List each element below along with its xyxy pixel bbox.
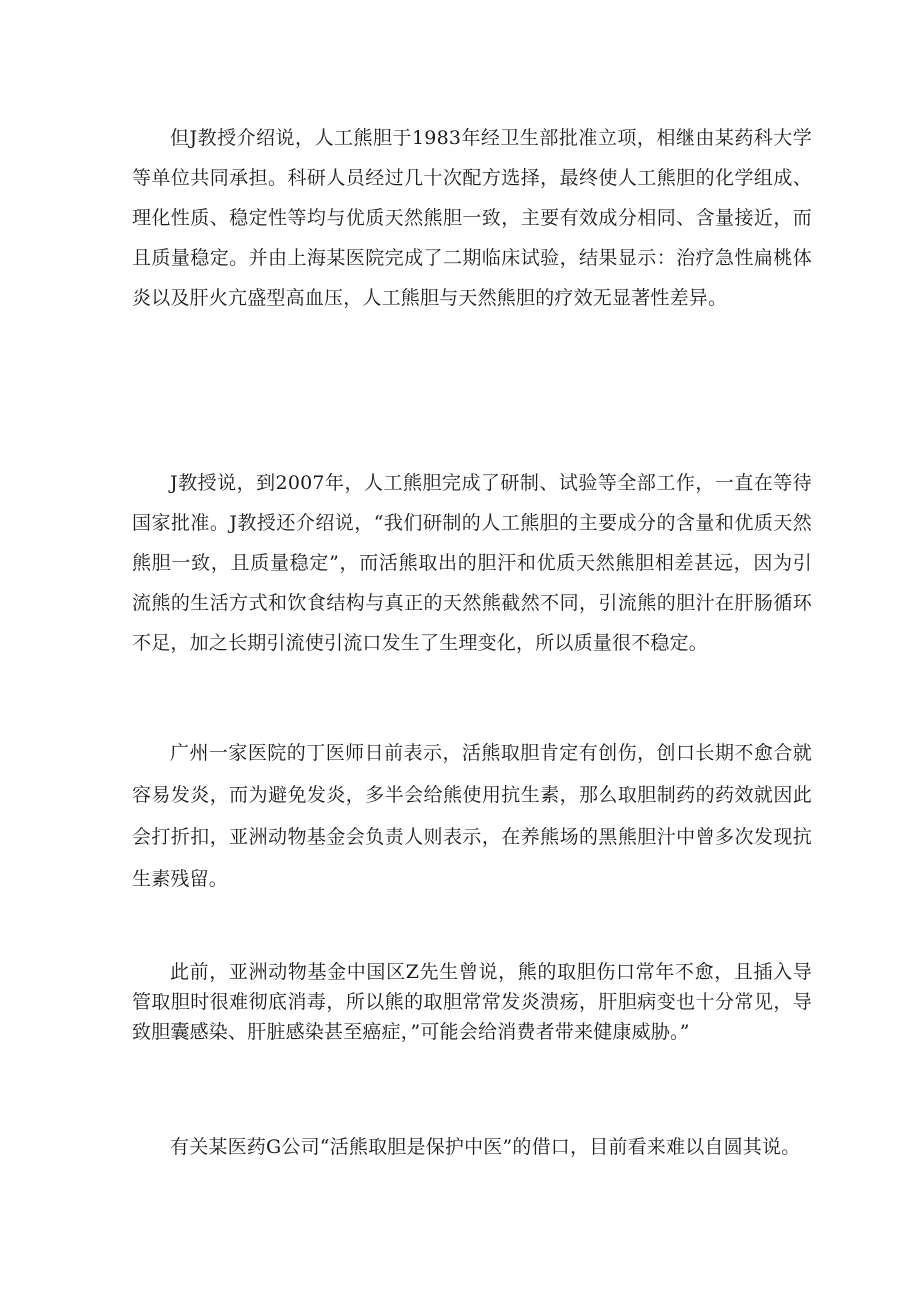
- paragraph-3: 广州一家医院的丁医师日前表示，活熊取胆肯定有创伤，创口长期不愈合就容易发炎，而为避免发炎，多半会给熊使用抗生素，那么取胆制药的药效就因此会打折扣，亚洲动物基金会负责人则表示，在养熊场的黑熊胆汁中曾多次发现抗生素残留。: [132, 742, 812, 890]
- paragraph-1: 但J教授介绍说，人工熊胆于1983年经卫生部批准立项，相继由某药科大学等单位共同承担。科研人员经过几十次配方选择，最终使人工熊胆的化学组成、理化性质、稳定性等均与优质天然熊胆一致，主要有效成分相同、含量接近，而且质量稳定。并由上海某医院完成了二期临床试验，结果显示：治疗急性扁桃体炎以及肝火亢盛型高血压，人工熊胆与天然熊胆的疗效无显著性差异。: [132, 127, 812, 309]
- paragraph-2: J教授说，到2007年，人工熊胆完成了研制、试验等全部工作，一直在等待国家批准。J教授还介绍说，“我们研制的人工熊胆的主要成分的含量和优质天然熊胆一致，且质量稳定”，而活熊取出的胆汗和优质天然熊胆相差甚远，因为引流熊的生活方式和饮食结构与真正的天然熊截然不同，引流熊的胆汁在肝肠循环不足，加之长期引流使引流口发生了生理变化，所以质量很不稳定。: [132, 472, 812, 654]
- paragraph-5: 有关某医药G公司“活熊取胆是保护中医”的借口，目前看来难以自圆其说。: [170, 1136, 801, 1158]
- paragraph-4: 此前，亚洲动物基金中国区Z先生曾说，熊的取胆伤口常年不愈，且插入导管取胆时很难彻底消毒，所以熊的取胆常常发炎溃疡，肝胆病变也十分常见，导致胆囊感染、肝脏感染甚至癌症，”可能会给消费者带来健康威胁。”: [132, 961, 812, 1043]
